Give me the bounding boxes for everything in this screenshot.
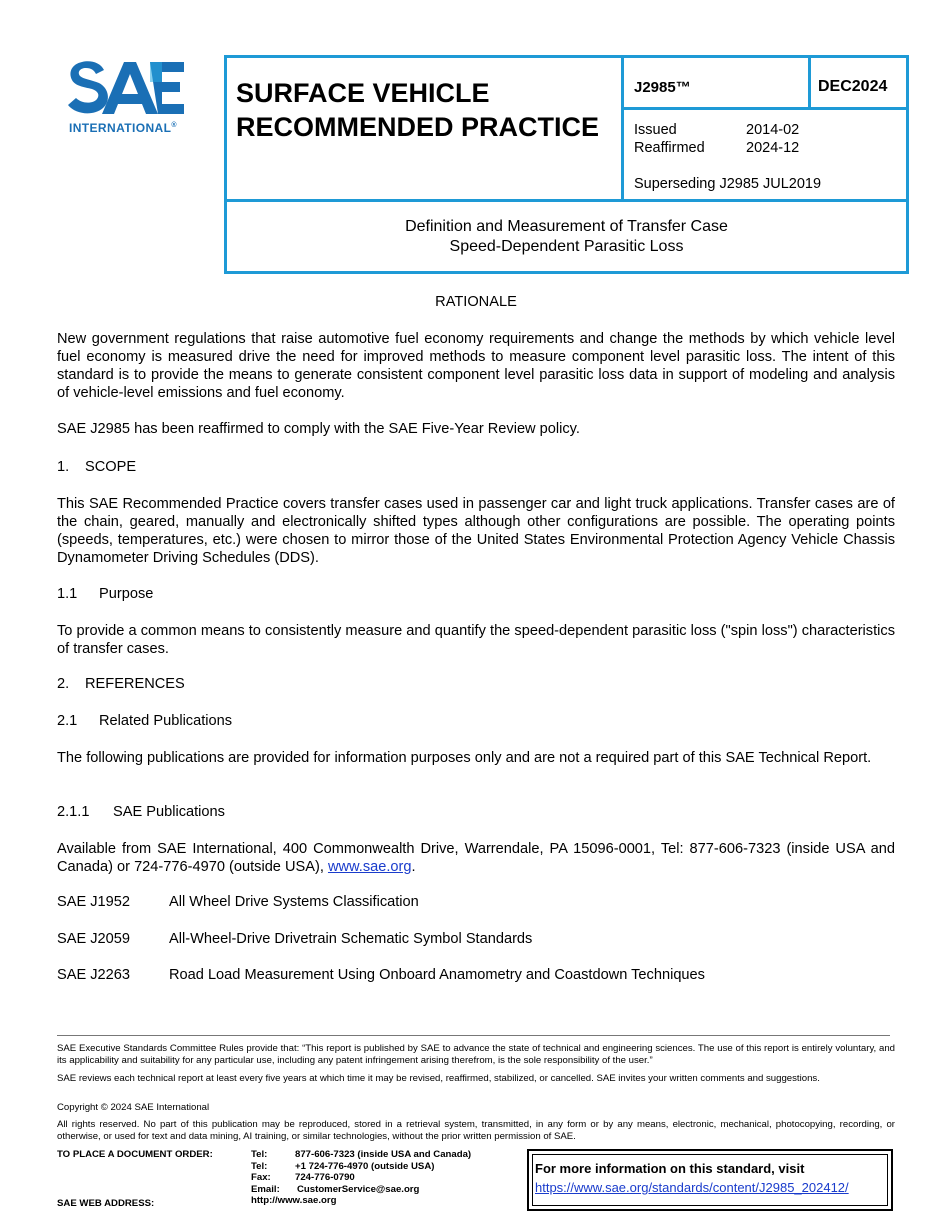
rationale-paragraph: New government regulations that raise automotive fuel economy requirements and change the methods by which vehicle level fuel economy is measured drive the need for improved methods to measure component level parasitic loss. The intent of this standard is to provide the means to generate consistent component level parasitic loss data in support of modeling and analysis of vehicle-level emissions and fuel economy. — [57, 331, 895, 401]
section-1-heading: 1. SCOPE — [57, 459, 137, 475]
reaffirm-paragraph: SAE J2985 has been reaffirmed to comply with the SAE Five-Year Review policy. — [57, 421, 580, 437]
reference-item: SAE J1952 All Wheel Drive Systems Classification — [57, 894, 419, 910]
scope-paragraph: This SAE Recommended Practice covers transfer cases used in passenger car and light truck applications. Transfer cases are of the chain, geared, manually and electronically shifted types although other configurations are possible. The operating points (speeds, temperatures, etc.) were chosen to mirror those of the United States Environmental Protection Agency Vehicle Chassis Dynamometer Driving Schedules (DDS). — [57, 496, 895, 566]
footer-rules-text: SAE Executive Standards Committee Rules provide that: “This report is published by SAE to advance the state of technical and engineering sciences. The use of this report is entirely voluntary, and its applicability and suitability for any particular use, including any patent infringement arising therefrom, is the sole responsibility of the user.” — [57, 1043, 895, 1066]
web-address-label: SAE WEB ADDRESS: — [57, 1198, 155, 1209]
reference-item: SAE J2263 Road Load Measurement Using Onboard Anamometry and Coastdown Techniques — [57, 967, 705, 983]
phone-2: +1 724-776-4970 (outside USA) — [295, 1160, 435, 1172]
rationale-heading: RATIONALE — [435, 294, 517, 310]
purpose-paragraph: To provide a common means to consistently measure and quantify the speed-dependent parasitic loss ("spin loss") characteristics of transfer cases. — [57, 623, 895, 657]
footer-rights-text: All rights reserved. No part of this publication may be reproduced, stored in a retrieval system, transmitted, in any form or by any means, electronic, mechanical, photocopying, recording, or otherwise, or used for text and data mining, AI training, or similar technologies, without the prior written permission of SAE. — [57, 1119, 895, 1142]
order-label: TO PLACE A DOCUMENT ORDER: — [57, 1149, 213, 1160]
more-info-link[interactable]: https://www.sae.org/standards/content/J2985_202412/ — [535, 1180, 849, 1195]
section-2-1-1-heading: 2.1.1 SAE Publications — [57, 804, 225, 820]
more-info-title: For more information on this standard, visit — [535, 1161, 805, 1176]
document-title: Definition and Measurement of Transfer Case Speed-Dependent Parasitic Loss — [405, 218, 728, 255]
footer-copyright: Copyright © 2024 SAE International — [57, 1102, 210, 1113]
footer-review-text: SAE reviews each technical report at least every five years at which time it may be revised, reaffirmed, stabilized, or cancelled. SAE invites your written comments and suggestions. — [57, 1073, 820, 1084]
contact-values — [295, 1149, 471, 1195]
sae-logo-mark — [66, 58, 186, 118]
sae-logo — [66, 58, 196, 138]
document-number: J2985™ — [634, 79, 691, 96]
email-address[interactable]: CustomerService@sae.org — [297, 1183, 420, 1195]
web-address-value[interactable]: http://www.sae.org — [251, 1195, 337, 1206]
footer-divider — [57, 1035, 890, 1036]
availability-paragraph: Available from SAE International, 400 Commonwealth Drive, Warrendale, PA 15096-0001, Tel: 877-606-7323 (inside USA and Canada) or 724-776-4970 (outside USA), www.sae.org. — [57, 841, 895, 875]
document-date: DEC2024 — [818, 78, 888, 95]
fax-number: 724-776-0790 — [295, 1172, 355, 1183]
superseding-text: Superseding J2985 JUL2019 — [634, 176, 822, 192]
contact-labels: Tel: Tel: Fax: Email: http://www.sae.org — [251, 1149, 337, 1206]
reference-item: SAE J2059 All-Wheel-Drive Drivetrain Schematic Symbol Standards — [57, 931, 533, 947]
issued-row: Issued 2014-02 — [634, 122, 800, 138]
sae-website-link[interactable]: www.sae.org — [327, 859, 412, 875]
section-2-heading: 2. REFERENCES — [57, 676, 185, 692]
reaffirmed-row: Reaffirmed 2024-12 — [634, 140, 800, 156]
document-type-title: SURFACE VEHICLE RECOMMENDED PRACTICE — [236, 78, 600, 142]
phone-1: 877-606-7323 (inside USA and Canada) — [295, 1149, 472, 1160]
logo-text: INTERNATIONAL® — [69, 121, 177, 135]
section-2-1-heading: 2.1 Related Publications — [57, 713, 233, 729]
related-pubs-paragraph: The following publications are provided for information purposes only and are not a required part of this SAE Technical Report. — [57, 750, 872, 766]
section-1-1-heading: 1.1 Purpose — [57, 586, 154, 602]
